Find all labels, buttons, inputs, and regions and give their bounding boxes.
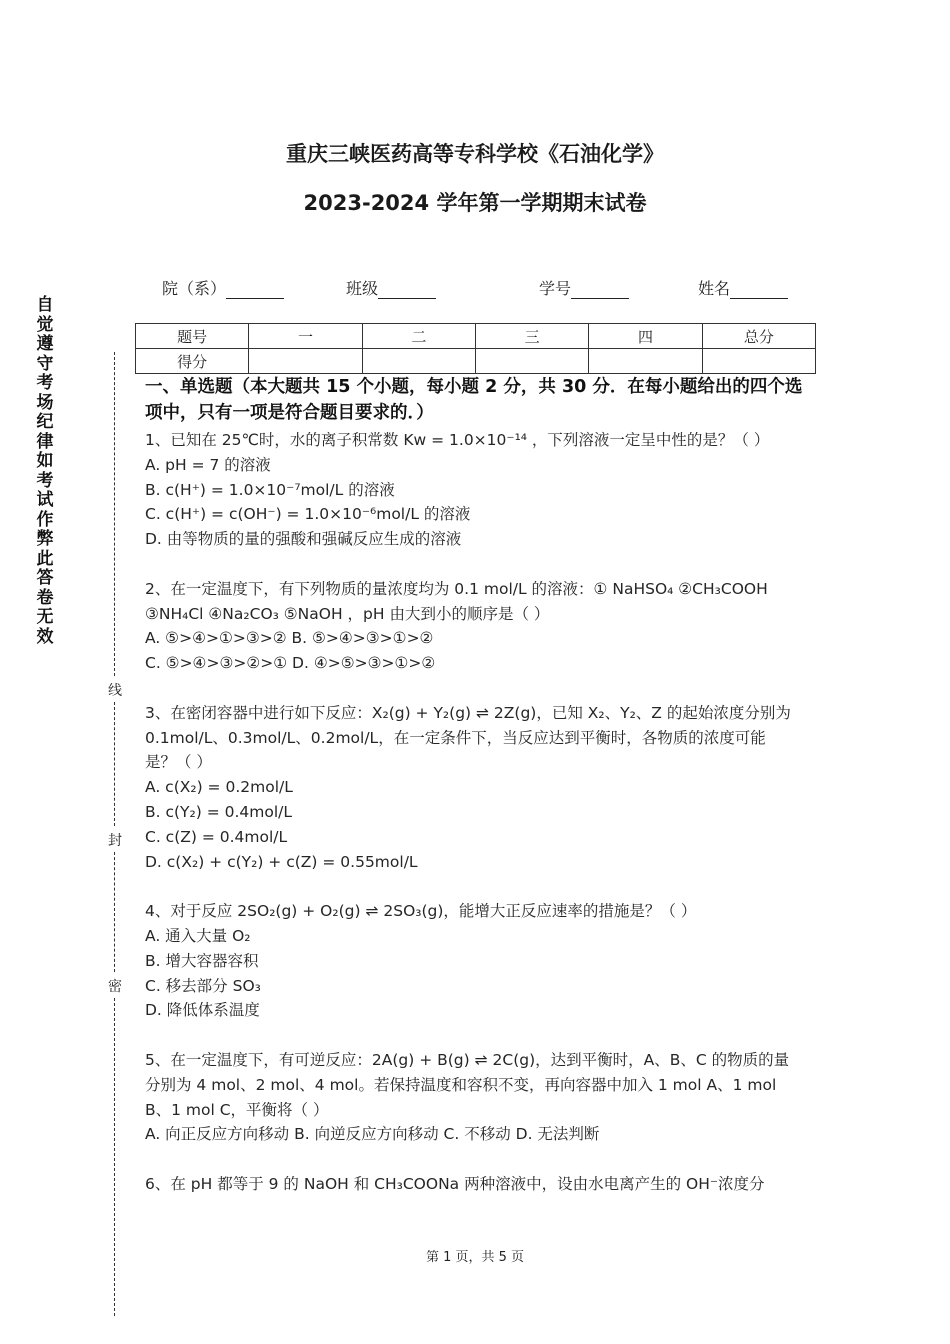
class-label: 班级 <box>346 279 379 298</box>
option-a: A. pH = 7 的溶液 <box>145 455 271 474</box>
student-id-blank[interactable] <box>571 280 629 299</box>
score-cell[interactable] <box>249 349 362 374</box>
question-1 <box>145 428 810 552</box>
department-label: 院（系） <box>162 279 227 298</box>
question-6 <box>145 1172 810 1197</box>
question-4 <box>145 899 810 1023</box>
score-cell[interactable] <box>475 349 588 374</box>
section-one-heading: 一、单选题（本大题共 15 个小题，每小题 2 分，共 30 分．在每小题给出的四个选项中，只有一项是符合题目要求的．） <box>145 377 803 423</box>
question-stem-cont: 0.1mol/L、0.3mol/L、0.2mol/L，在一定条件下，当反应达到平衡时，各物质的浓度可能 <box>145 728 766 747</box>
options-cd: C. ⑤>④>③>②>① D. ④>⑤>③>①>② <box>145 654 436 673</box>
name-blank[interactable] <box>730 280 788 299</box>
exam-title-line1: 重庆三峡医药高等专科学校《石油化学》 <box>286 142 664 166</box>
question-stem: 4、对于反应 2SO₂(g) + O₂(g) ⇌ 2SO₃(g)，能增大正反应速率的措施是？（ ） <box>145 902 697 921</box>
score-header-cell: 总分 <box>702 324 815 349</box>
option-c: C. c(Z) = 0.4mol/L <box>145 827 288 846</box>
binding-mark-dense: 密 <box>107 976 123 996</box>
exam-discipline-notice: 自觉遵守考场纪律如考试作弊此答卷无效 <box>36 295 54 647</box>
option-c: C. c(H⁺) = c(OH⁻) = 1.0×10⁻⁶mol/L 的溶液 <box>145 505 471 524</box>
score-header-cell: 二 <box>362 324 475 349</box>
student-id-label: 学号 <box>539 279 572 298</box>
option-a: A. 通入大量 O₂ <box>145 926 251 945</box>
question-stem: 6、在 pH 都等于 9 的 NaOH 和 CH₃COONa 两种溶液中，设由水电离产生的 OH⁻浓度分 <box>145 1174 765 1193</box>
score-header-cell: 四 <box>589 324 702 349</box>
binding-mark-seal: 封 <box>107 830 123 850</box>
question-stem-cont: B、1 mol C，平衡将（ ） <box>145 1100 329 1119</box>
option-d: D. 由等物质的量的强酸和强碱反应生成的溶液 <box>145 530 462 549</box>
question-3 <box>145 701 810 875</box>
option-b: B. c(H⁺) = 1.0×10⁻⁷mol/L 的溶液 <box>145 480 395 499</box>
question-stem: 2、在一定温度下，有下列物质的量浓度均为 0.1 mol/L 的溶液：① NaHSO₄ ②CH₃COOH <box>145 579 768 598</box>
score-table-header-row <box>136 324 816 349</box>
option-c: C. 移去部分 SO₃ <box>145 976 261 995</box>
options-ab: A. ⑤>④>①>③>② B. ⑤>④>③>①>② <box>145 629 434 648</box>
option-b: B. c(Y₂) = 0.4mol/L <box>145 802 293 821</box>
question-stem-cont: 分别为 4 mol、2 mol、4 mol。若保持温度和容积不变，再向容器中加入 1 mol A、1 mol <box>145 1075 777 1094</box>
question-stem: 1、已知在 25℃时，水的离子积常数 Kw = 1.0×10⁻¹⁴ ，下列溶液一定呈中性的是？（ ） <box>145 431 770 449</box>
question-stem: 3、在密闭容器中进行如下反应：X₂(g) + Y₂(g) ⇌ 2Z(g)，已知 X₂、Y₂、Z 的起始浓度分别为 <box>145 703 791 722</box>
option-b: B. 增大容器容积 <box>145 951 259 970</box>
score-table-score-row <box>136 349 816 374</box>
exam-title-line2: 2023-2024 学年第一学期期末试卷 <box>303 191 647 215</box>
question-stem-cont: 是？（ ） <box>145 753 212 772</box>
department-field <box>162 276 284 299</box>
score-table <box>135 323 816 374</box>
score-row-label: 得分 <box>136 349 249 374</box>
exam-content <box>145 374 810 1197</box>
binding-dashed-line <box>114 998 115 1316</box>
option-a: A. c(X₂) = 0.2mol/L <box>145 778 293 797</box>
class-field <box>346 276 436 299</box>
question-5 <box>145 1048 810 1147</box>
score-cell[interactable] <box>362 349 475 374</box>
binding-dashed-line <box>114 852 115 972</box>
question-stem-cont: ③NH₄Cl ④Na₂CO₃ ⑤NaOH ，pH 由大到小的顺序是（ ） <box>145 604 550 623</box>
department-blank[interactable] <box>226 280 284 299</box>
student-info-row <box>0 276 950 300</box>
question-2 <box>145 577 810 676</box>
score-cell[interactable] <box>702 349 815 374</box>
option-d: D. 降低体系温度 <box>145 1001 260 1020</box>
name-label: 姓名 <box>698 279 731 298</box>
binding-mark-line: 线 <box>107 680 123 700</box>
name-field <box>698 276 788 299</box>
options-abcd: A. 向正反应方向移动 B. 向逆反应方向移动 C. 不移动 D. 无法判断 <box>145 1125 600 1144</box>
option-d: D. c(X₂) + c(Y₂) + c(Z) = 0.55mol/L <box>145 852 418 871</box>
score-header-cell: 一 <box>249 324 362 349</box>
page-footer: 第 1 页，共 5 页 <box>425 1250 525 1265</box>
score-header-cell: 题号 <box>136 324 249 349</box>
class-blank[interactable] <box>378 280 436 299</box>
binding-dashed-line <box>114 702 115 826</box>
question-stem: 5、在一定温度下，有可逆反应：2A(g) + B(g) ⇌ 2C(g)，达到平衡时，A、B、C 的物质的量 <box>145 1050 790 1069</box>
score-header-cell: 三 <box>475 324 588 349</box>
score-cell[interactable] <box>589 349 702 374</box>
binding-dashed-line <box>114 352 115 676</box>
student-id-field <box>539 276 629 299</box>
